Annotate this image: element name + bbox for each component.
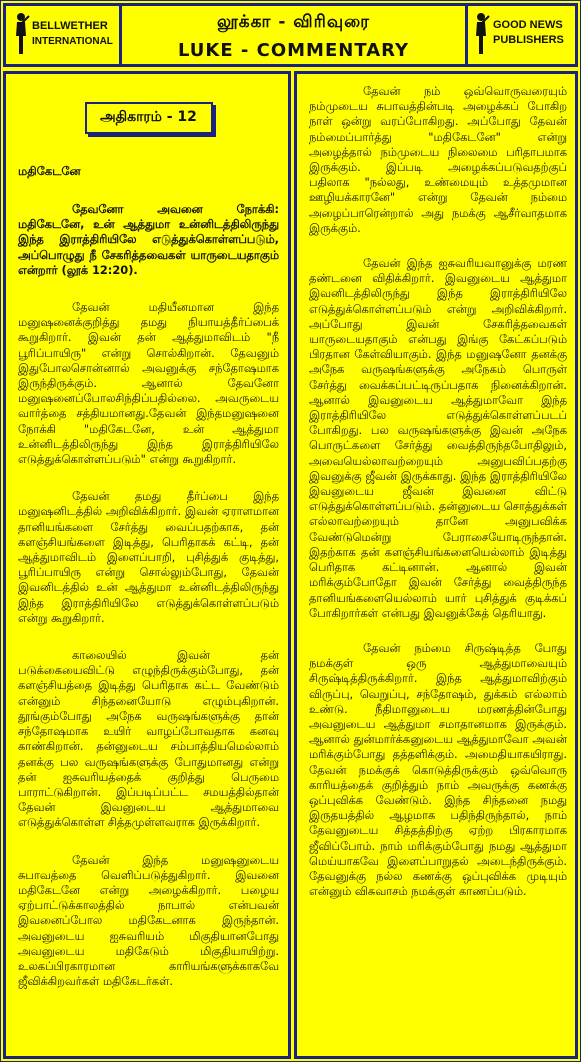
section-title: மதிகேடனே [18,164,81,178]
right-column [294,71,578,1059]
paragraph: தேவன் தமது தீர்ப்பை இந்த மனுஷனிடத்தில் அறிவிக்கிறார். இவன் ஏராளமான தானியங்களை சேர்த்து வைப்பதற்காக, தன் களஞ்சியங்களை இடித்து, பெரிதாகக் கட்டி, தன் ஆத்துமாவிடம் இளைப்பாறி, புசித்துக் குடித்து, பூரிப்பாயிரு என்று சொல்லும்போது, தேவன் இவனிடத்தில் உன் ஆத்துமா உன்னிடத்திலிருந்து இந்த இராத்திரியிலே எடுத்துக்கொள்ளப்படும் என்று கூறுகிறார். [18,489,279,625]
left-logo [6,6,122,64]
paragraph: காலையில் இவன் தன் படுக்கையைவிட்டு எழுந்திருக்கும்போது, தன் களஞ்சியத்தை இடித்து பெரிதாக கட்ட வேண்டும் என்னும் சிந்தனையோடு எழும்புகிறான். தூங்கும்போது அநேக வருஷங்களுக்கு தான் சந்தோஷமாக உயிர் வாழப்போவதாக கனவு காண்கிறான். தன்னுடைய சம்பாத்தியமெல்லாம் தனக்கு பல வருஷங்களுக்கு போதுமானது என்று தன் ஐசுவரியத்தைக் குறித்து பெருமை பாராட்டுகிறான். இப்படிப்பட்ட சமயத்தில்தான் தேவன் இவனுடைய ஆத்துமாவை எடுத்துக்கொள்ள சித்தமுள்ளவராக இருக்கிறார். [18,648,279,830]
verse-quote: தேவனோ அவனை நோக்கி: மதிகேடனே, உன் ஆத்துமா உன்னிடத்திலிருந்து இந்த இராத்திரியிலே எடுத்துக்கொள்ளப்படும், அப்பொழுது நீ சேகரித்தவைகள் யாருடையதாகும் என்றார் (லூக் 12:20). [18,202,279,277]
paragraph: தேவன் மதியீனமான இந்த மனுஷனைக்குறித்து தமது நியாயத்தீர்ப்பைக் கூறுகிறார். இவன் தன் ஆத்துமாவிடம் "நீ பூரிப்பாயிரு" என்று சொல்கிறான். தேவனும் இதுபோலசொன்னால் அவனுக்கு சந்தோஷமாக இருந்திருக்கும். ஆனால் தேவனோ மனுஷனைப்போலசிந்திப்பதில்லை. அவருடைய வார்த்தை சத்தியமானது.தேவன் இந்தமனுஷனை நோக்கி "மதிகேடனே, உன் ஆத்துமா உன்னிடத்திலிருந்து இந்த இராத்திரியிலே எடுத்துக்கொள்ளப்படும்" என்று கூறுகிறார். [18,300,279,467]
paragraph: தேவன் இந்த ஐசுவரியவானுக்கு மரண தண்டனை விதிக்கிறார். இவனுடைய ஆத்துமா இவனிடத்திலிருந்து இந்த இராத்திரியிலே எடுத்துக்கொள்ளப்படும் என்று அறிவிக்கிறார். அப்போது இவன் சேகரித்தவைகள் யாருடையதாகும் என்பது இங்கு கேட்கப்படும் பிரதான கேள்வியாகும். இந்த மனுஷனோ தனக்கு அநேக வருஷங்களுக்கு அநேகம் பொருள் சேர்த்து வைக்கப்பட்டிருப்பதாக நினைக்கிறான். ஆனால் இவனுடைய ஆத்துமாவோ இந்த இராத்திரியிலே எடுத்துக்கொள்ளப்படப் போகிறது. பல வருஷங்களுக்கு இவன் அநேக பொருட்களை சேர்த்து வைத்திருந்தபோதிலும், அவையெல்லாவற்றையும் அனுபவிப்பதற்கு இவனுக்கு ஜீவன் இருக்காது. இந்த இராத்திரியிலே இவனுடைய ஜீவன் இவனை விட்டு எடுத்துக்கொள்ளப்படும். தன்னுடைய சொத்துக்கள் எல்லாவற்றையும் தானே அனுபவிக்க வேண்டுமென்று பேராசையோடிருந்தான். இதற்காக தன் களஞ்சியங்களையெல்லாம் இடித்து பெரிதாக கட்டினான். ஆனால் இவன் மரிக்கும்போதோ இவன் சேர்த்து வைத்திருந்த தானியங்களையெல்லாம் யார் புசித்துக் குடிக்கப் போகிறார்கள் என்பது இவனுக்கேத் தெரியாது. [309,256,568,620]
left-logo-line1: BELLWETHER [32,20,108,32]
left-logo-line2: INTERNATIONAL [32,36,113,47]
header-title-tamil: லூக்கா - விரிவுரை [216,12,371,32]
praying-figure-icon [11,12,31,56]
paragraph: தேவன் நம்மை சிருஷ்டித்த போது நமக்குள் ஒரு ஆத்துமாவையும் சிருஷ்டித்திருக்கிறார். இந்த ஆத்துமாவிற்கும் விருப்பு, வெறுப்பு, சந்தோஷம், துக்கம் எல்லாம் உண்டு. நீதிமானுடைய மரணத்தின்போது அவனுடைய ஆத்துமா சமாதானமாக இருக்கும். ஆனால் துன்மார்க்கனுடைய ஆத்துமாவோ அவன் மரிக்கும்போது தத்தளிக்கும். அமைதியாகயிராது. தேவன் நமக்குக் கொடுத்திருக்கும் ஒவ்வொரு காரியத்தைக் குறித்தும் நாம் அவருக்கு கணக்கு ஒப்புவிக்க வேண்டும். இந்த சிந்தனை நமது இருதயத்தில் ஆழமாக பதிந்திருந்தால், நாம் தேவனுடைய சித்தத்திற்கு ஏற்ற பிரகாரமாக ஜீவிப்போம். நாம் மரிக்கும்போது நமது ஆத்துமா மெய்யாகவே இளைப்பாறுதல் அடைந்திருக்கும். தேவனுக்கு நல்ல கணக்கு ஒப்புவிக்க முடியும் என்னும் விசுவாசம் நமக்குள் காணப்படும். [309,640,567,899]
right-logo [465,6,575,64]
paragraph: தேவன் இந்த மனுஷனுடைய சுபாவத்தை வெளிப்படுத்துகிறார். இவனை மதிகேடனே என்று அழைக்கிறார். பழைய ஏற்பாட்டுக்காலத்தில் நாபால் என்பவன் இவனைப்போல மதிகேடனாக இருந்தான். அவனுடைய ஐசுவரியம் மிகுதியானபோது அவனுடைய மதிகேடும் மிகுதியாயிற்று. உலகப்பிரகாரமான காரியங்களுக்காகவே ஜீவிக்கிறவர்கள் மதிகேடர்கள். [18,852,279,989]
paragraph: தேவன் நம் ஒவ்வொருவரையும் நம்முடைய சுபாவத்தின்படி அழைக்கப் போகிற நாள் ஒன்று வரப்போகிறது. அப்போது தேவன் நம்மைப்பார்த்து "மதிகேடனே" என்று அழைத்தால் நம்முடைய நிலைமை பரிதாபமாக இருக்கும். இப்படி அழைக்கப்படுவதற்குப் பதிலாக "நல்லது, உண்மையும் உத்தமுமான ஊழியக்காரனே" என்று தேவன் நம்மை அழைப்பாரென்றால் அது நமக்கு ஆசீர்வாதமாக இருக்கும். [309,84,567,235]
chapter-heading: அதிகாரம் - 12 [85,102,213,134]
header-band [3,3,578,67]
right-logo-line2: PUBLISHERS [493,34,564,46]
header-title-area [122,6,465,64]
right-logo-line1: GOOD NEWS [493,19,563,31]
left-column [3,71,291,1059]
praying-figure-icon [471,12,491,56]
header-title-english: LUKE - COMMENTARY [177,40,410,61]
